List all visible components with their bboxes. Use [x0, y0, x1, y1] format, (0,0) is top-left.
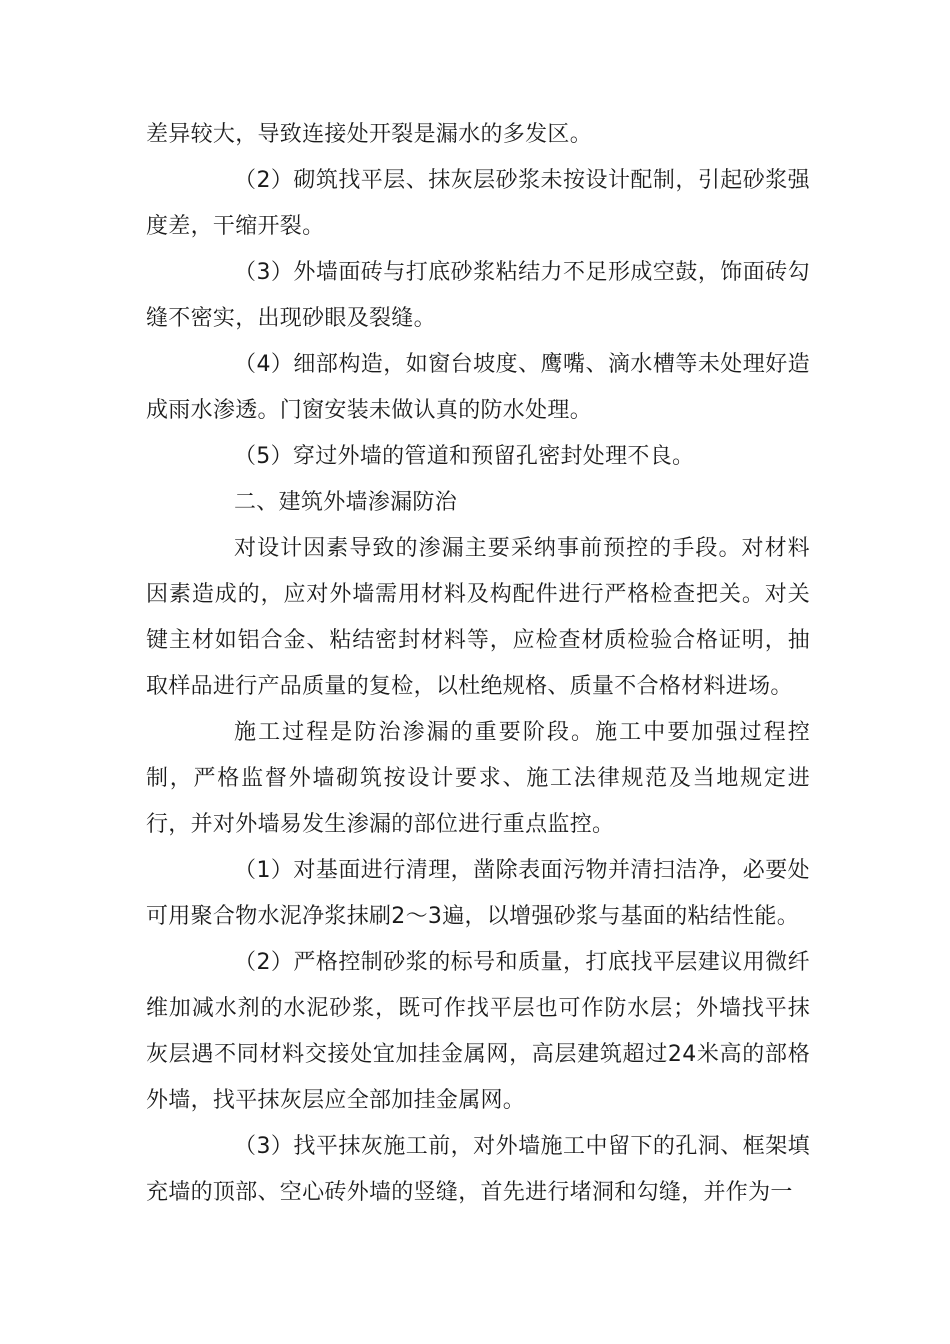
- paragraph-construction-process: 施工过程是防治渗漏的重要阶段。施工中要加强过程控制，严格监督外墙砌筑按设计要求、施工法律规范及当地规定进行，并对外墙易发生渗漏的部位进行重点监控。: [146, 720, 810, 837]
- document-page: [146, 112, 810, 1216]
- paragraph-design-material: 对设计因素导致的渗漏主要采纳事前预控的手段。对材料因素造成的，应对外墙需用材料及构配件进行严格检查把关。对关键主材如铝合金、粘结密封材料等，应检查材质检验合格证明，抽取样品进行产品质量的复检，以杜绝规格、质量不合格材料进场。: [146, 536, 810, 699]
- paragraph-cause-2: （2）砌筑找平层、抹灰层砂浆未按设计配制，引起砂浆强度差，干缩开裂。: [146, 168, 810, 239]
- paragraph-cause-4: （4）细部构造，如窗台坡度、鹰嘴、滴水槽等未处理好造成雨水渗透。门窗安装未做认真的防水处理。: [146, 352, 810, 423]
- paragraph-measure-3: （3）找平抹灰施工前，对外墙施工中留下的孔洞、框架填充墙的顶部、空心砖外墙的竖缝，首先进行堵洞和勾缝，并作为一: [146, 1134, 810, 1205]
- paragraph-continuation: 差异较大，导致连接处开裂是漏水的多发区。: [146, 122, 593, 147]
- paragraph-measure-1: （1）对基面进行清理，凿除表面污物并清扫洁净，必要处可用聚合物水泥净浆抹刷2～3遍，以增强砂浆与基面的粘结性能。: [146, 858, 810, 929]
- paragraph-cause-5: （5）穿过外墙的管道和预留孔密封处理不良。: [234, 444, 695, 469]
- paragraph-cause-3: （3）外墙面砖与打底砂浆粘结力不足形成空鼓，饰面砖勾缝不密实，出现砂眼及裂缝。: [146, 260, 810, 331]
- paragraph-measure-2: （2）严格控制砂浆的标号和质量，打底找平层建议用微纤维加减水剂的水泥砂浆，既可作找平层也可作防水层；外墙找平抹灰层遇不同材料交接处宜加挂金属网，高层建筑超过24米高的部格外墙，找平抹灰层应全部加挂金属网。: [146, 950, 810, 1113]
- section-heading: 二、建筑外墙渗漏防治: [234, 490, 458, 515]
